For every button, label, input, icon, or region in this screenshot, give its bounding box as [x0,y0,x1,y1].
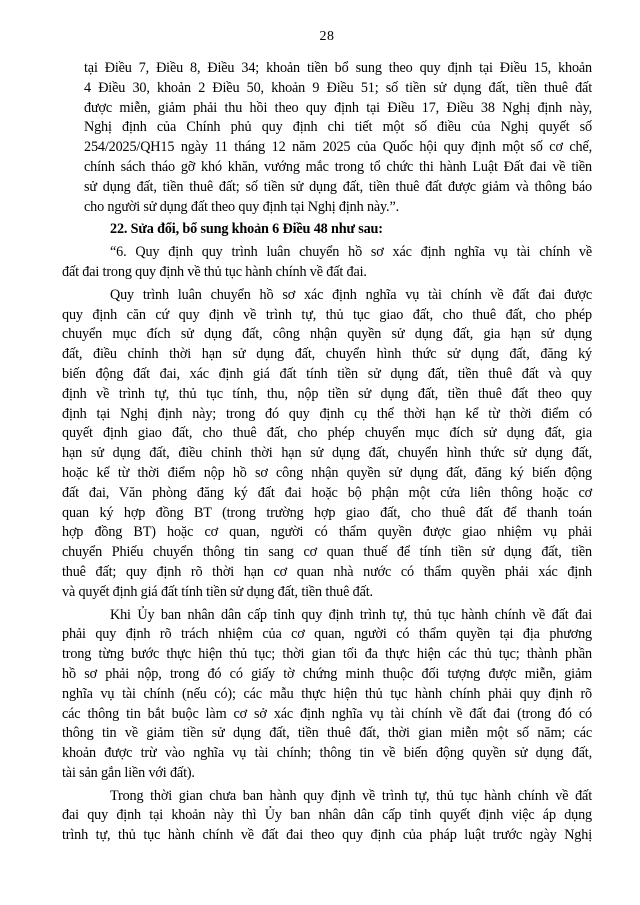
text-line: hồ sơ phải nộp, trong đó có giấy tờ chứng minh thuộc đối tượng được miễn, giảm [62,665,592,682]
text-line: định về trình tự, thủ tục tính, thu, nộp tiền sử dụng đất, tiền thuê đất theo quy [62,385,592,402]
text-line: khoản được trừ vào nghĩa vụ tài chính; thông tin về biến động quyền sử dụng đất, [62,745,592,762]
text-line: hợp đồng BT) hoặc cơ quan, người có thẩm quyền được giao nhiệm vụ phải [62,524,592,541]
text-line: biến động đất đai, xác định giá đất tính tiền sử dụng đất, tiền thuê đất và quy [62,365,592,382]
clause-paragraph [62,243,592,283]
text-line: đất đai, Văn phòng đăng ký đất đai hoặc bộ phận một cửa liên thông hoặc cơ [62,484,592,501]
text-line: “6. Quy định quy trình luân chuyển hồ sơ xác định nghĩa vụ tài chính về [110,244,592,261]
text-line: được miễn, giảm phải thu hồi theo quy định tại Điều 17, Điều 38 Nghị định này, [84,99,592,116]
text-line: đất, điều chỉnh thời hạn sử dụng đất, chuyển hình thức sử dụng đất, đăng ký [62,346,592,363]
text-line: phải quy định rõ trách nhiệm của cơ quan, người có thẩm quyền tại địa phương [62,626,592,643]
body-paragraph [62,787,592,846]
text-line: 22. Sửa đổi, bổ sung khoản 6 Điều 48 như sau: [110,221,383,238]
text-line: tài sản gắn liền với đất). [62,764,195,781]
text-line: đai quy định tại khoản này thì Ủy ban nhân dân cấp tỉnh quyết định việc áp dụng [62,807,592,824]
text-line: cho người sử dụng đất theo quy định tại Nghị định này.”. [84,198,400,215]
text-line: các thông tin bắt buộc làm cơ sở xác định nghĩa vụ tài chính về đất đai (trong đó có [62,705,592,722]
text-line: Trong thời gian chưa ban hành quy định về trình tự, thủ tục hành chính về đất [110,787,592,804]
text-line: và quyết định giá đất tính tiền sử dụng đất, tiền thuê đất. [62,583,373,600]
text-line: chính sách tháo gỡ khó khăn, vướng mắc trong tổ chức thi hành Luật Đất đai về tiền [84,158,592,175]
text-line: Quy trình luân chuyển hồ sơ xác định nghĩa vụ tài chính về đất đai được [110,286,592,303]
text-line: Nghị định của Chính phủ quy định chi tiết một số điều của Nghị quyết số [84,119,592,136]
text-line: quyết định giao đất, cho thuê đất, cho phép chuyển mục đích sử dụng đất, gia [62,425,592,442]
text-line: chuyển Phiếu chuyển thông tin sang cơ quan thuế để tính tiền sử dụng đất, tiền [62,544,592,561]
text-line: quan ký hợp đồng BT (trong trường hợp giao đất, cho thuê đất để thanh toán [62,504,592,521]
page-number: 28 [319,29,335,44]
text-line: 4 Điều 30, khoản 2 Điều 50, khoản 9 Điều 51; số tiền sử dụng đất, tiền thuê đất [84,79,592,96]
text-line: quy định căn cứ quy định về trình tự, thủ tục giao đất, cho thuê đất, cho phép [62,306,592,323]
text-line: Khi Ủy ban nhân dân cấp tỉnh quy định trình tự, thủ tục hành chính về đất đai [110,606,592,623]
document-body [62,59,592,849]
body-paragraph [62,606,592,784]
text-line: nghĩa vụ tài chính (nếu có); các mẫu thực hiện thủ tục hành chính phải quy định rõ [62,685,592,702]
text-line: thông tin về giảm tiền sử dụng đất, tiền thuê đất, thời gian miễn một số năm; các [62,725,592,742]
text-line: trong từng bước thực hiện thủ tục; thời gian tối đa thực hiện các thủ tục; thành phần [62,646,592,663]
text-line: đất đai trong quy định về thủ tục hành chính về đất đai. [62,263,367,280]
text-line: hạn sử dụng đất, điều chỉnh thời hạn sử dụng đất, chuyển hình thức sử dụng đất, [62,445,592,462]
quoted-continuation-paragraph [62,59,592,217]
text-line: tại Điều 7, Điều 8, Điều 34; khoản tiền bổ sung theo quy định tại Điều 15, khoản [84,60,592,76]
text-line: trình tự, thủ tục hành chính về đất đai theo quy định của pháp luật trước ngày Nghị [62,827,592,844]
body-paragraph [62,286,592,603]
text-line: thuê đất; quy định rõ thời hạn cơ quan nhà nước có thẩm quyền phải xác định [62,563,592,580]
text-line: hoặc kể từ thời điểm nộp hồ sơ công nhận quyền sử dụng đất, đăng ký biến động [62,464,592,481]
text-line: sử dụng đất, tiền thuê đất; số tiền sử dụng đất, tiền thuê đất được giảm và thông báo [84,178,592,195]
section-heading [62,220,592,240]
text-line: 254/2025/QH15 ngày 11 tháng 12 năm 2025 của Quốc hội quy định một số cơ chế, [84,139,592,156]
text-line: chuyển mục đích sử dụng đất, công nhận quyền sử dụng đất, gia hạn sử dụng [62,326,592,343]
text-line: định tại Nghị định này; trong đó quy định cụ thể thời hạn kể từ thời điểm có [62,405,592,422]
